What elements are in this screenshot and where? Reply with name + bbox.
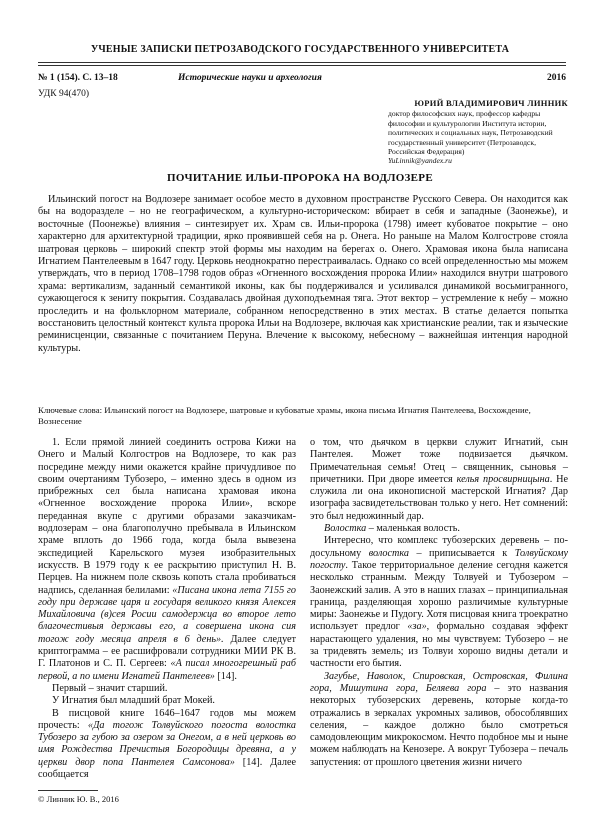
footnote-rule — [38, 790, 98, 791]
body-column-left — [38, 437, 296, 781]
body-column-right — [310, 437, 568, 769]
copyright: © Линник Ю. В., 2016 — [38, 794, 119, 804]
keywords — [38, 405, 568, 426]
journal-title: УЧЕНЫЕ ЗАПИСКИ ПЕТРОЗАВОДСКОГО ГОСУДАРСТВЕННОГО УНИВЕРСИТЕТА — [90, 44, 510, 55]
author-email[interactable]: YuLinnik@yandex.ru — [388, 156, 452, 166]
header-rule-bottom — [38, 65, 566, 66]
abstract: Ильинский погост на Водлозере занимает особое место в духовном пространстве Русского Севера. Он находится как бы на водоразделе – но не географическом, а культурно-историческом: вбирает в себя и западные (Заонежье), и восточные (Поонежье) влияния – синтезирует их. Храм св. Ильи-пророка (1798) имеет кубоватое покрытие – оно характерно для архитектурной традиции, ярко проявившей себя на р. Онега. Но раньше на Малом Колгострове стояла шатровая церковь – широкий спектр этой формы мы находим на берегах о. Онего. Храмовая икона была написана Игнатием Пантелеевым в 1647 году. Церковь неоднократно перестраивалась. Однако со всей определенностью мы можем утверждать, что в период 1708–1798 годов образ «Огненного восхождения пророка Илии» находился внутри шатрового храма: вертикализм, заданный семантикой иконы, как бы поддерживался и усиливался динамикой восьмигранного, сужающегося к зениту покрытия. Создавалась двойная духоподъемная тяга. Этот вектор – устремление к небу – можно проследить и на фольклорном материале, собранном непосредственно в этих местах. В статье делается попытка восстановить целостный контекст культа пророка Ильи на Водлозере, включая как христианские реалии, так и языческие реминисценции, связанные с почитанием Перуна. Влечение к высокому, небесному – важнейшая интенция народной культуры. — [38, 194, 569, 354]
paragraph: 1. Если прямой линией соединить острова Кижи на Онего и Малый Колгостров на Водлозере, то как раз посредине между ними окажется крайне причудливое по своим очертаниям Тубозеро, – именно здесь в одном из прибрежных сел была написана храмовая икона «Огненное восхождение пророка Илии», вскоре переданная вкупе с другими образами заказчикам-водлозерам – она благополучно пребывала в Ильинском храме вплоть до 1966 года, когда была вывезена экспедицией Карельского музея изобразительных искусств. В 1979 году к ее раскрытию приступил Н. В. Перцев. На нижнем поле сквозь копоть стала пробиваться надпись, сделанная белилами: «Писана икона лета 7155 го году при державе царя и государя великого князя Алексея Михайловича (в)сея Росии самодержца во второе лето благочестивыя державы его, а совершена икона сия тогож году месяца апреля в 6 день». Далее следует криптограмма – ее расшифровали сотрудники МИИ РК В. Г. Платонов и С. П. Сергеев: «А писал многогрешный раб первой, а по имени Игнатей Пантелеев» [14]. — [38, 437, 297, 682]
paragraph: В писцовой книге 1646–1647 годов мы можем прочесть: «Да тогож Толвуйского погоста волостка Тубозеро за губою за озером за Онегом, а в ней церковь во имя Рождества Пречистыя Богородицы древяна, а у церкви двор попа Пантелея Самсонова» [14]. Далее сообщается — [38, 707, 296, 781]
paragraph: Волостка – маленькая волость. — [324, 523, 460, 535]
keywords-list: Ильинский погост на Водлозере, шатровые и кубоватые храмы, икона письма Игнатия Пантелеева, Восхождение, Вознесение — [38, 405, 531, 426]
udk-code: УДК 94(470) — [38, 89, 90, 99]
paragraph: Интересно, что комплекс тубозерских деревень – по-досульному волостка – приписывается к Толвуйскому погосту. Такое территориальное деление сегодня кажется несколько странным. Между Толвуей и Тубозером – Заонежский залив. А это в наших глазах – принципиальная граница, разделяющая хорошо различимые культурные миры: Заонежье и Пудогу. Хотя писцовая книга троекратно использует предлог «за», формально создавая эффект нарастающего удаления, но мы чувствуем: Тубозеро – не за тридевять земель; из Толвуи хорошо видны детали и частности его бытия. — [310, 535, 568, 670]
issue-year: 2016 — [547, 73, 566, 83]
header-rule-top — [38, 62, 566, 63]
journal-section: Исторические науки и археология — [178, 73, 322, 83]
paragraph: Первый – значит старший. — [52, 682, 168, 694]
paragraph: Загубье, Наволок, Спировская, Островская, Филина гора, Мишутина гора, Беляева гора – это названия некоторых тубозерских деревень, которые когда-то отражались в зеркалах укромных заливов, обособлявших селения, – каждое должно было смотреться самодовлеющим микрокосмом. Нечто подобное мы и ныне можем наблюдать на Кенозере. А вокруг Тубозера – печаль запустения: от прошлого цветения жизни ничего — [310, 670, 568, 768]
author-block — [388, 99, 568, 166]
paragraph: У Игнатия был младший брат Мокей. — [52, 695, 215, 707]
paragraph: о том, что дьячком в церкви служит Игнатий, сын Пантелея. Может тоже подвизается дьячком. Примечательная семья! Отец – священник, сыновья – причетники. При дворе имеется келья просвирницына. Не служила ли она иконописной мастерской Игнатия? Дар изографа засвидетельствован только у него. Нет сомнений: это был недюжинный дар. — [310, 437, 568, 522]
author-affiliation: доктор философских наук, профессор кафедры философии и культурологии Института истории, политических и социальных наук, Петрозаводский государственный университет (Петрозаводск, Российская Федерация) — [388, 109, 553, 157]
author-name: ЮРИЙ ВЛАДИМИРОВИЧ ЛИННИК — [414, 98, 568, 108]
issue-number: № 1 (154). С. 13–18 — [38, 73, 118, 83]
keywords-label: Ключевые слова: — [38, 405, 103, 415]
article-title: ПОЧИТАНИЕ ИЛЬИ-ПРОРОКА НА ВОДЛОЗЕРЕ — [167, 172, 433, 184]
